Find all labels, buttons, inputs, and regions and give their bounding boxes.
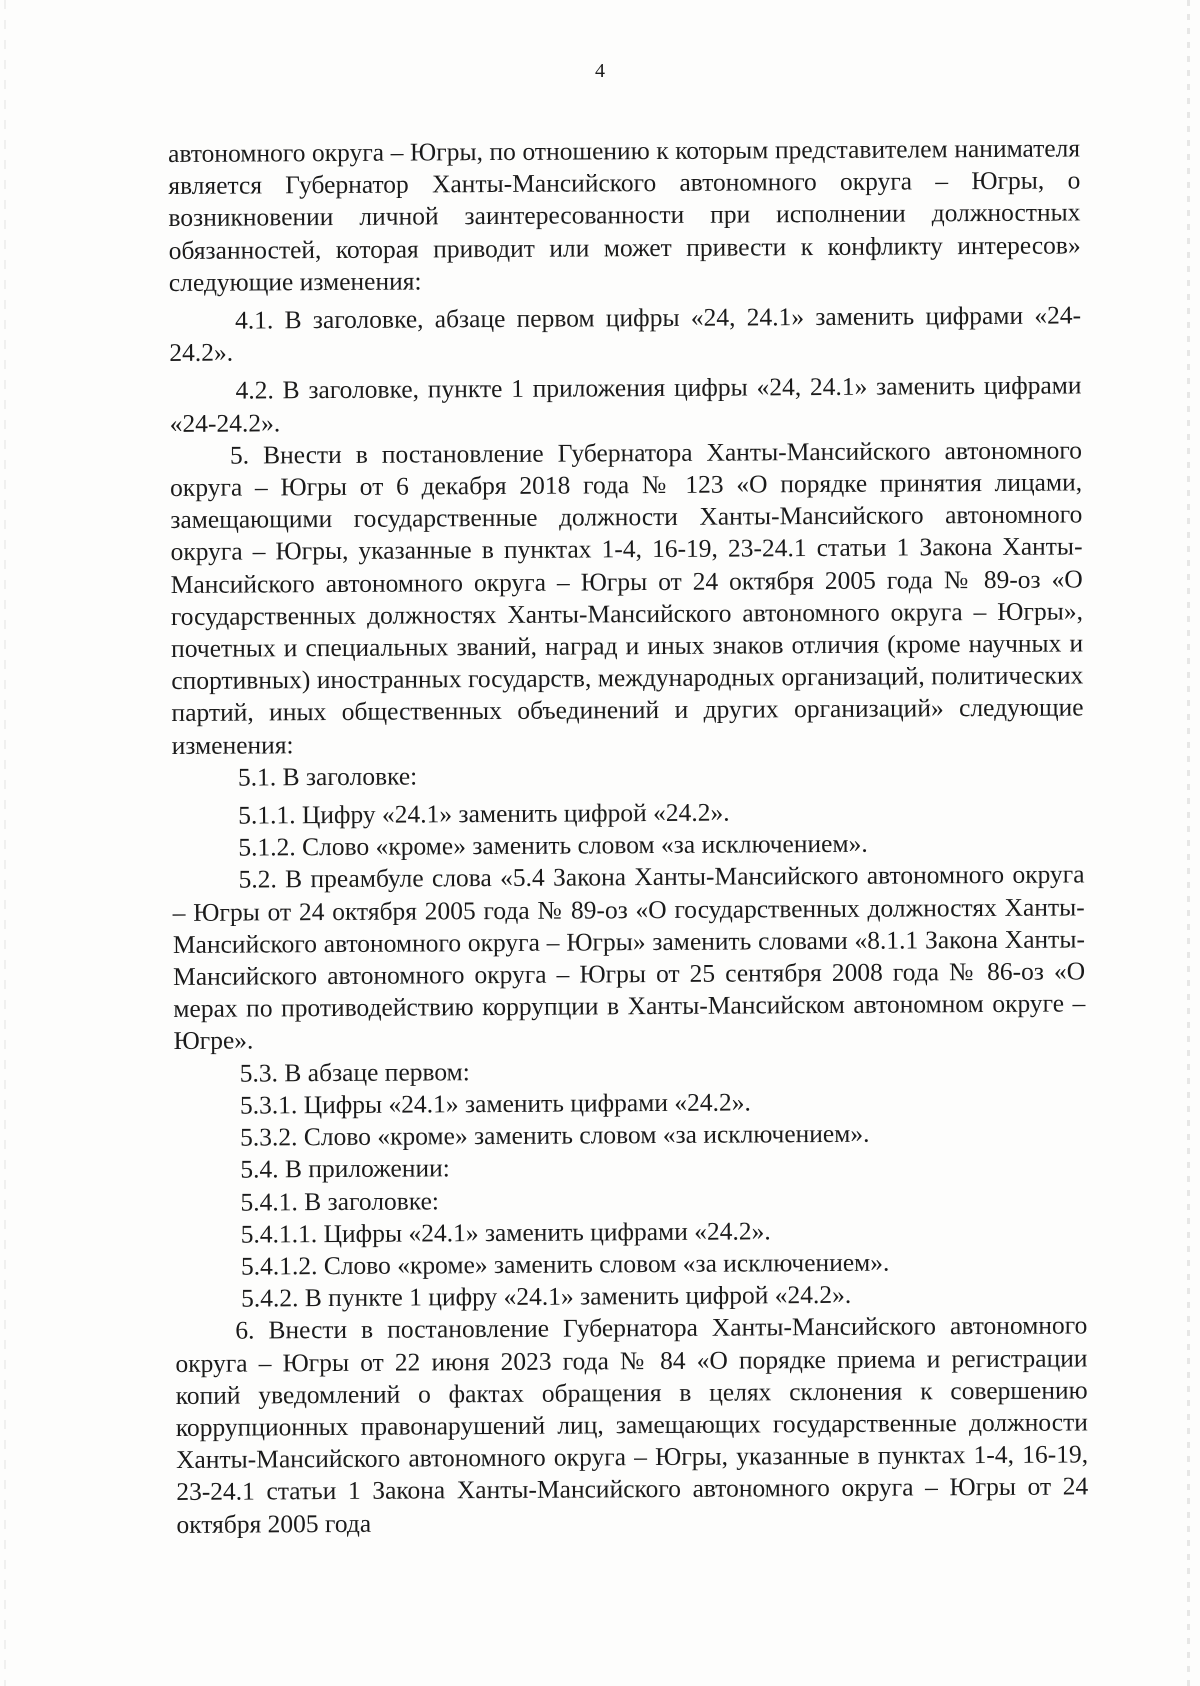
paragraph-5: 5. Внести в постановление Губернатора Ханты-Мансийского автономного округа – Югры от 6 декабря 2018 года № 123 «О порядке принятия лицами, замещающими государственные должности Ханты-Мансийского автономного округа – Югры, указанные в пунктах 1-4, 16-19, 23-24.1 статьи 1 Закона Ханты-Мансийского автономного округа – Югры от 24 октября 2005 года № 89-оз «О государственных должностях Ханты-Мансийского автономного округа – Югры», почетных и специальных званий, наград и иных знаков отличия (кроме научных и спортивных) иностранных государств, международных организаций, политических партий, иных общественных объединений и других организаций» следующие изменения:	[170, 435, 1084, 760]
paragraph-5-1: 5.1. В заголовке:	[237, 761, 418, 792]
paragraph-5-4: 5.4. В приложении:	[240, 1153, 450, 1184]
paragraph-4-2: 4.2. В заголовке, пункте 1 приложения цифры «24, 24.1» заменить цифрами «24-24.2».	[169, 370, 1082, 438]
paragraph-4-1: 4.1. В заголовке, абзаце первом цифры «24, 24.1» заменить цифрами «24-24.2».	[169, 300, 1082, 368]
paragraph-5-3-2: 5.3.2. Слово «кроме» заменить словом «за исключением».	[240, 1118, 870, 1152]
scan-edge-left	[4, 0, 6, 1686]
paragraph-6: 6. Внести в постановление Губернатора Ханты-Мансийского автономного округа – Югры от 22 июня 2023 года № 84 «О порядке приема и регистрации копий уведомлений о фактах обращения в целях склонения к совершению коррупционных правонарушений лиц, замещающих государственные должности Ханты-Мансийского автономного округа – Югры, указанные в пунктах 1-4, 16-19, 23-24.1 статьи 1 Закона Ханты-Мансийского автономного округа – Югры от 24 октября 2005 года	[175, 1310, 1089, 1539]
paragraph-5-1-1: 5.1.1. Цифру «24.1» заменить цифрой «24.2».	[238, 797, 730, 830]
paragraph-5-4-1-1: 5.4.1.1. Цифры «24.1» заменить цифрами «24.2».	[240, 1216, 771, 1249]
paragraph-5-4-1: 5.4.1. В заголовке:	[240, 1185, 440, 1217]
scan-edge-right	[1187, 0, 1190, 1686]
page-number: 4	[595, 60, 605, 82]
paragraph-5-3: 5.3. В абзаце первом:	[239, 1056, 470, 1088]
document-body	[168, 132, 1089, 1540]
paragraph-5-2: 5.2. В преамбуле слова «5.4 Закона Ханты-Мансийского автономного округа – Югры от 24 октября 2005 года № 89-оз «О государственных должностях Ханты-Мансийского автономного округа – Югры» заменить словами «8.1.1 Закона Ханты-Мансийского автономного округа – Югры от 25 сентября 2008 года № 86-оз «О мерах по противодействию коррупции в Ханты-Мансийском автономном округе – Югре».	[172, 859, 1086, 1056]
paragraph-5-4-1-2: 5.4.1.2. Слово «кроме» заменить словом «за исключением».	[240, 1247, 890, 1281]
paragraph-5-1-2: 5.1.2. Слово «кроме» заменить словом «за исключением».	[238, 829, 868, 862]
paragraph-5-3-1: 5.3.1. Цифры «24.1» заменить цифрами «24.2».	[239, 1087, 751, 1120]
paragraph-continuation: автономного округа – Югры, по отношению к которым представителем нанимателя является Губернатор Ханты-Мансийского автономного округа – Югры, о возникновении личной заинтересованности при исполнении должностных обязанностей, которая приводит или может привести к конфликту интересов» следующие изменения:	[168, 133, 1081, 297]
paragraph-5-4-2: 5.4.2. В пункте 1 цифру «24.1» заменить цифрой «24.2».	[240, 1279, 852, 1313]
